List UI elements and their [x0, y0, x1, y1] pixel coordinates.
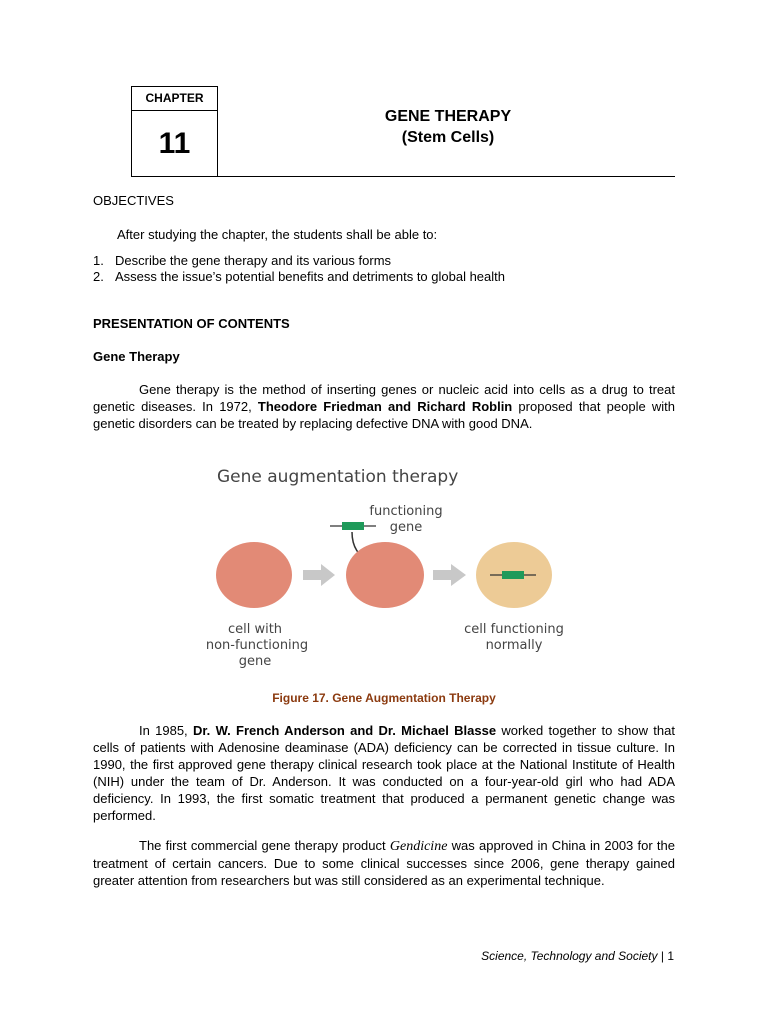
section-heading: PRESENTATION OF CONTENTS: [93, 316, 290, 331]
arrow-icon: [433, 564, 466, 586]
paragraph: Gene therapy is the method of inserting genes or nucleic acid into cells as a drug to treat genetic diseases. In 1972, Theodore Friedman and Richard Roblin proposed that people with genetic disorders can be treated by replacing defective DNA with good DNA.: [93, 382, 675, 431]
footer-text: Science, Technology and Society: [481, 949, 658, 963]
page-subtitle: (Stem Cells): [401, 129, 495, 146]
cell-label: cell with: [227, 622, 283, 637]
cell-label: cell functioning: [464, 622, 564, 637]
paragraph: In 1985, Dr. W. French Anderson and Dr. Michael Blasse worked together to show that cells of patients with Adenosine deaminase (ADA) deficiency can be corrected in tissue culture. In 1990, the first approved gene therapy clinical research took place at the National Institute of Health (NIH) under the team of Dr. Anderson. It was conducted on a four-year-old girl who had ADA deficiency. In 1993, the first somatic treatment that produced a permanent genetic change was performed.: [93, 723, 675, 823]
cell-label: gene: [238, 654, 272, 669]
cell-icon: [346, 542, 424, 608]
objectives-heading: OBJECTIVES: [93, 193, 174, 208]
objectives-intro: After studying the chapter, the students shall be able to:: [117, 227, 438, 242]
page-footer: [481, 949, 674, 963]
page-number: 1: [667, 949, 674, 963]
title-rule: [218, 176, 675, 177]
arrow-icon: [303, 564, 335, 586]
objective-number: 2.: [93, 269, 104, 284]
cell-label: normally: [485, 638, 543, 653]
footer-separator: |: [660, 949, 664, 963]
paragraph: The first commercial gene therapy product Gendicine was approved in China in 2003 for the treatment of certain cancers. Due to some clinical successes since 2006, gene therapy gained greater attention from researchers but was still considered as an experimental technique.: [93, 838, 676, 888]
page-title: GENE THERAPY: [384, 108, 512, 125]
product-name: Gendicine: [389, 839, 448, 854]
objective-item: Describe the gene therapy and its various forms: [115, 253, 392, 268]
names-bold: Theodore Friedman and Richard Roblin: [257, 399, 513, 414]
objective-item: Assess the issue’s potential benefits and detriments to global health: [115, 269, 505, 284]
names-bold: Dr. W. French Anderson and Dr. Michael Blasse: [192, 723, 497, 738]
chapter-number: 11: [158, 127, 191, 160]
objective-number: 1.: [93, 253, 104, 268]
cell-label: non-functioning: [205, 638, 309, 653]
chapter-label: CHAPTER: [132, 87, 217, 111]
figure-caption: Figure 17. Gene Augmentation Therapy: [272, 691, 496, 705]
chapter-box: [131, 86, 218, 177]
gene-label: gene: [389, 520, 423, 535]
gene-icon: [330, 522, 376, 530]
gene-label: functioning: [369, 504, 443, 519]
subsection-heading: Gene Therapy: [93, 349, 180, 364]
gene-augmentation-figure: [200, 458, 580, 678]
cell-icon: [216, 542, 292, 608]
figure-title: Gene augmentation therapy: [217, 467, 459, 487]
